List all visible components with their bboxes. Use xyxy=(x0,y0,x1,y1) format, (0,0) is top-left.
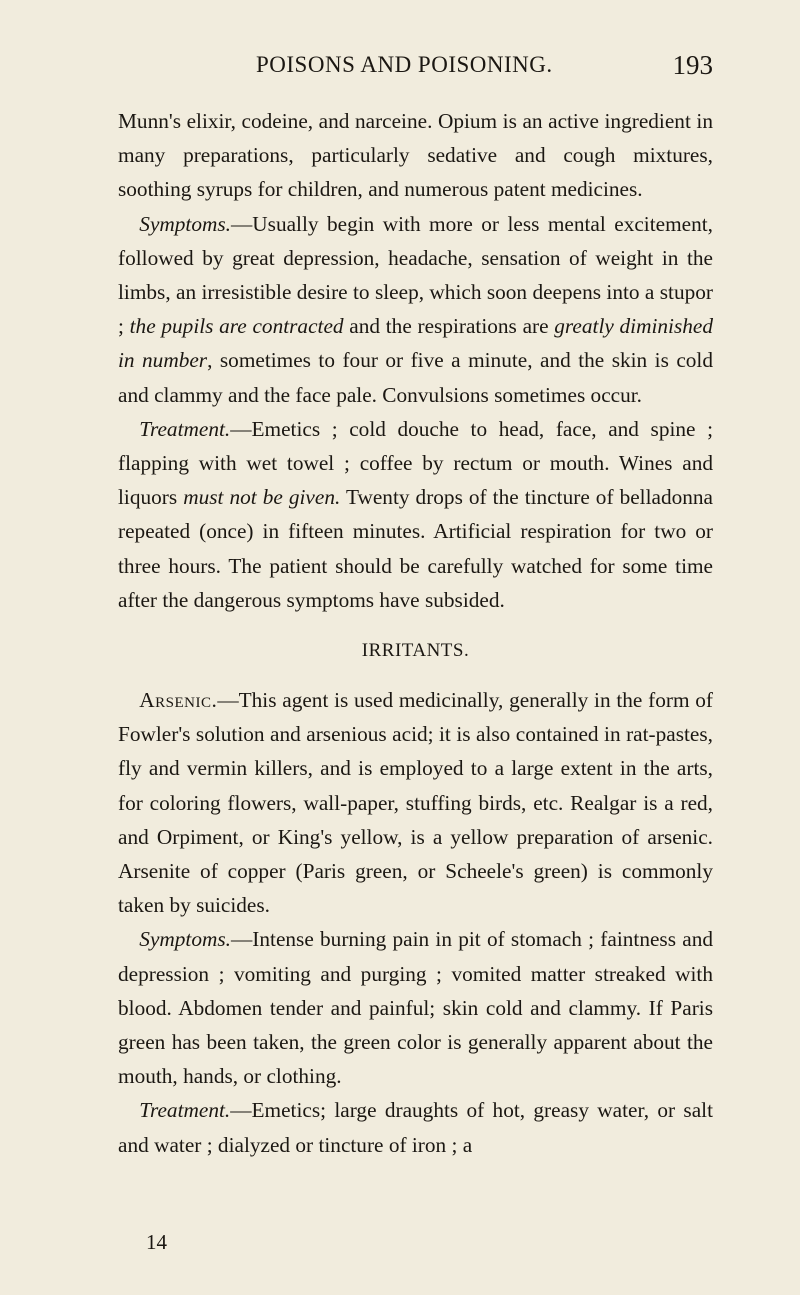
symptoms-italic-1: the pupils are contracted xyxy=(129,314,344,339)
paragraph-opium-intro: Munn's elixir, codeine, and narceine. Opium is an active ingredient in many preparations, particularly sedative and cough mixtures, soothing syrups for children, and numerous patent medicines. xyxy=(118,109,713,202)
body-text xyxy=(118,104,713,1162)
paragraph-opium-treatment xyxy=(118,412,713,617)
symptoms-text-2: and the respirations are xyxy=(343,314,555,339)
treatment-label: Treatment. xyxy=(139,416,231,441)
symptoms-text-3: , sometimes to four or five a minute, and the skin is cold and clammy and the face pale. Convulsions sometimes occur. xyxy=(118,348,713,407)
arsenic-text: —This agent is used medicinally, generally in the form of Fowler's solution and arsenious acid; it is also contained in rat-pastes, fly and vermin killers, and is employed to a large extent in the arts, for coloring flowers, wall-paper, stuffing birds, etc. Realgar is a red, and Orpiment, or King's yellow, is a yellow preparation of arsenic. Arsenite of copper (Paris green, or Scheele's green) is commonly taken by suicides. xyxy=(118,688,713,918)
arsenic-treatment-label: Treatment. xyxy=(139,1098,231,1123)
treatment-text-2: Twenty drops of the tincture of belladonna repeated (once) in fifteen minutes. Artificial respiration for two or three hours. The patient should be carefully watched for some time after the dangerous symptoms have subsided. xyxy=(118,485,714,612)
symptoms-text-1: —Usually begin with more or less mental excitement, followed by great depression, headache, sensation of weight in the limbs, an irresistible desire to sleep, which soon deepens into a stupor ; xyxy=(118,211,713,339)
section-heading-irritants: IRRITANTS. xyxy=(361,640,470,662)
running-head xyxy=(118,52,713,92)
signature-mark: 14 xyxy=(146,1230,167,1254)
paragraph-opium-symptoms xyxy=(118,207,713,412)
arsenic-treatment-text: —Emetics; large draughts of hot, greasy water, or salt and water ; dialyzed or tincture of iron ; a xyxy=(118,1098,713,1157)
treatment-italic-1: must not be given. xyxy=(183,485,341,510)
symptoms-italic-2: greatly diminished in number xyxy=(118,314,713,373)
arsenic-label: Arsenic. xyxy=(139,688,218,713)
treatment-text-1: —Emetics ; cold douche to head, face, and spine ; flapping with wet towel ; coffee by rectum or mouth. Wines and liquors xyxy=(118,416,713,510)
paragraph-arsenic-symptoms xyxy=(118,922,713,1093)
running-title: POISONS AND POISONING. xyxy=(256,52,553,77)
arsenic-symptoms-label: Symptoms. xyxy=(139,927,231,952)
page-number: 193 xyxy=(672,50,713,80)
arsenic-symptoms-text: —Intense burning pain in pit of stomach ; faintness and depression ; vomiting and purging ; vomited matter streaked with blood. Abdomen tender and painful; skin cold and clammy. If Paris green has been taken, the green color is generally apparent about the mouth, hands, or clothing. xyxy=(118,927,713,1089)
symptoms-label: Symptoms. xyxy=(139,211,231,236)
paragraph-arsenic xyxy=(118,683,713,922)
paragraph-arsenic-treatment xyxy=(118,1093,713,1161)
